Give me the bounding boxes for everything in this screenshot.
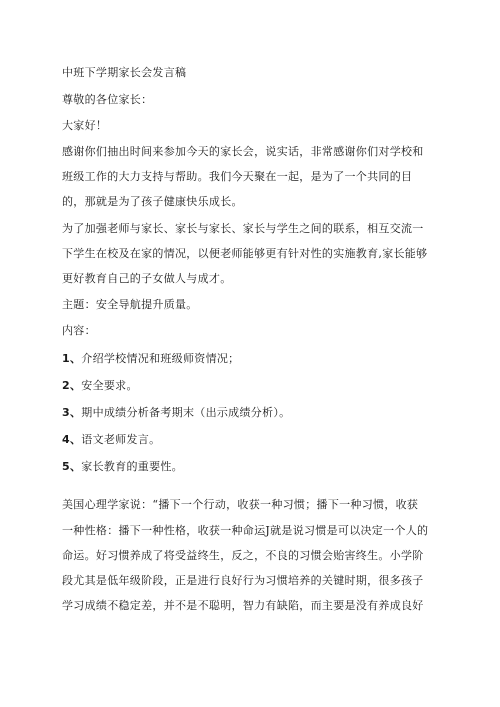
list-item-number: 4、 (62, 433, 82, 446)
paragraph-line: 为了加强老师与家长、家长与家长、家长与学生之间的联系，相互交流一 (62, 222, 424, 235)
list-item-text: 期中成绩分析备考期末（出示成绩分析）。 (81, 406, 291, 419)
paragraph-line: 感谢你们抽出时间来参加今天的家长会，说实话，非常感谢你们对学校和 (62, 145, 424, 158)
paragraph-line: 命运。好习惯养成了将受益终生，反之，不良的习惯会贻害终生。小学阶 (62, 549, 424, 562)
list-item-number: 2、 (62, 379, 82, 392)
theme-line: 主题：安全导航提升质量。 (62, 298, 198, 311)
content-label: 内容： (62, 324, 96, 337)
list-item-text: 安全要求。 (81, 379, 138, 392)
list-item (62, 433, 442, 447)
paragraph-line: 美国心理学家说：“播下一个行动，收获一种习惯；播下一种习惯，收获 (62, 498, 419, 511)
paragraph-line: 的，那就是为了孩子健康快乐成长。 (62, 195, 243, 208)
list-item (62, 352, 442, 366)
paragraph-line: 班级工作的大力支持与帮助。我们今天聚在一起，是为了一个共同的目 (62, 170, 413, 183)
greeting: 尊敬的各位家长： (62, 93, 153, 106)
list-item-text: 语文老师发言。 (81, 433, 161, 446)
paragraph-line: 段尤其是低年级阶段，正是进行良好行为习惯培养的关键时期，很多孩子 (62, 574, 424, 587)
paragraph-line: 学习成绩不稳定差，并不是不聪明，智力有缺陷，而主要是没有养成良好 (62, 599, 424, 612)
list-item-text: 家长教育的重要性。 (81, 460, 183, 473)
document-title: 中班下学期家长会发言稿 (62, 66, 187, 79)
paragraph-line: 更好教育自己的子女做人与成才。 (62, 272, 232, 285)
list-item-text: 介绍学校情况和班级师资情况； (81, 352, 240, 365)
paragraph-line: 下学生在校及在家的情况，以便老师能够更有针对性的实施教育,家长能够 (62, 247, 428, 260)
list-item (62, 460, 442, 474)
paragraph-line: 一种性格：播下一种性格，收获一种命运J就是说习惯是可以决定一个人的 (62, 524, 429, 537)
list-item-number: 3、 (62, 406, 82, 419)
list-item-number: 1、 (62, 352, 82, 365)
hello-line: 大家好！ (62, 119, 108, 132)
list-item (62, 379, 442, 393)
list-item-number: 5、 (62, 460, 82, 473)
list-item (62, 406, 442, 420)
